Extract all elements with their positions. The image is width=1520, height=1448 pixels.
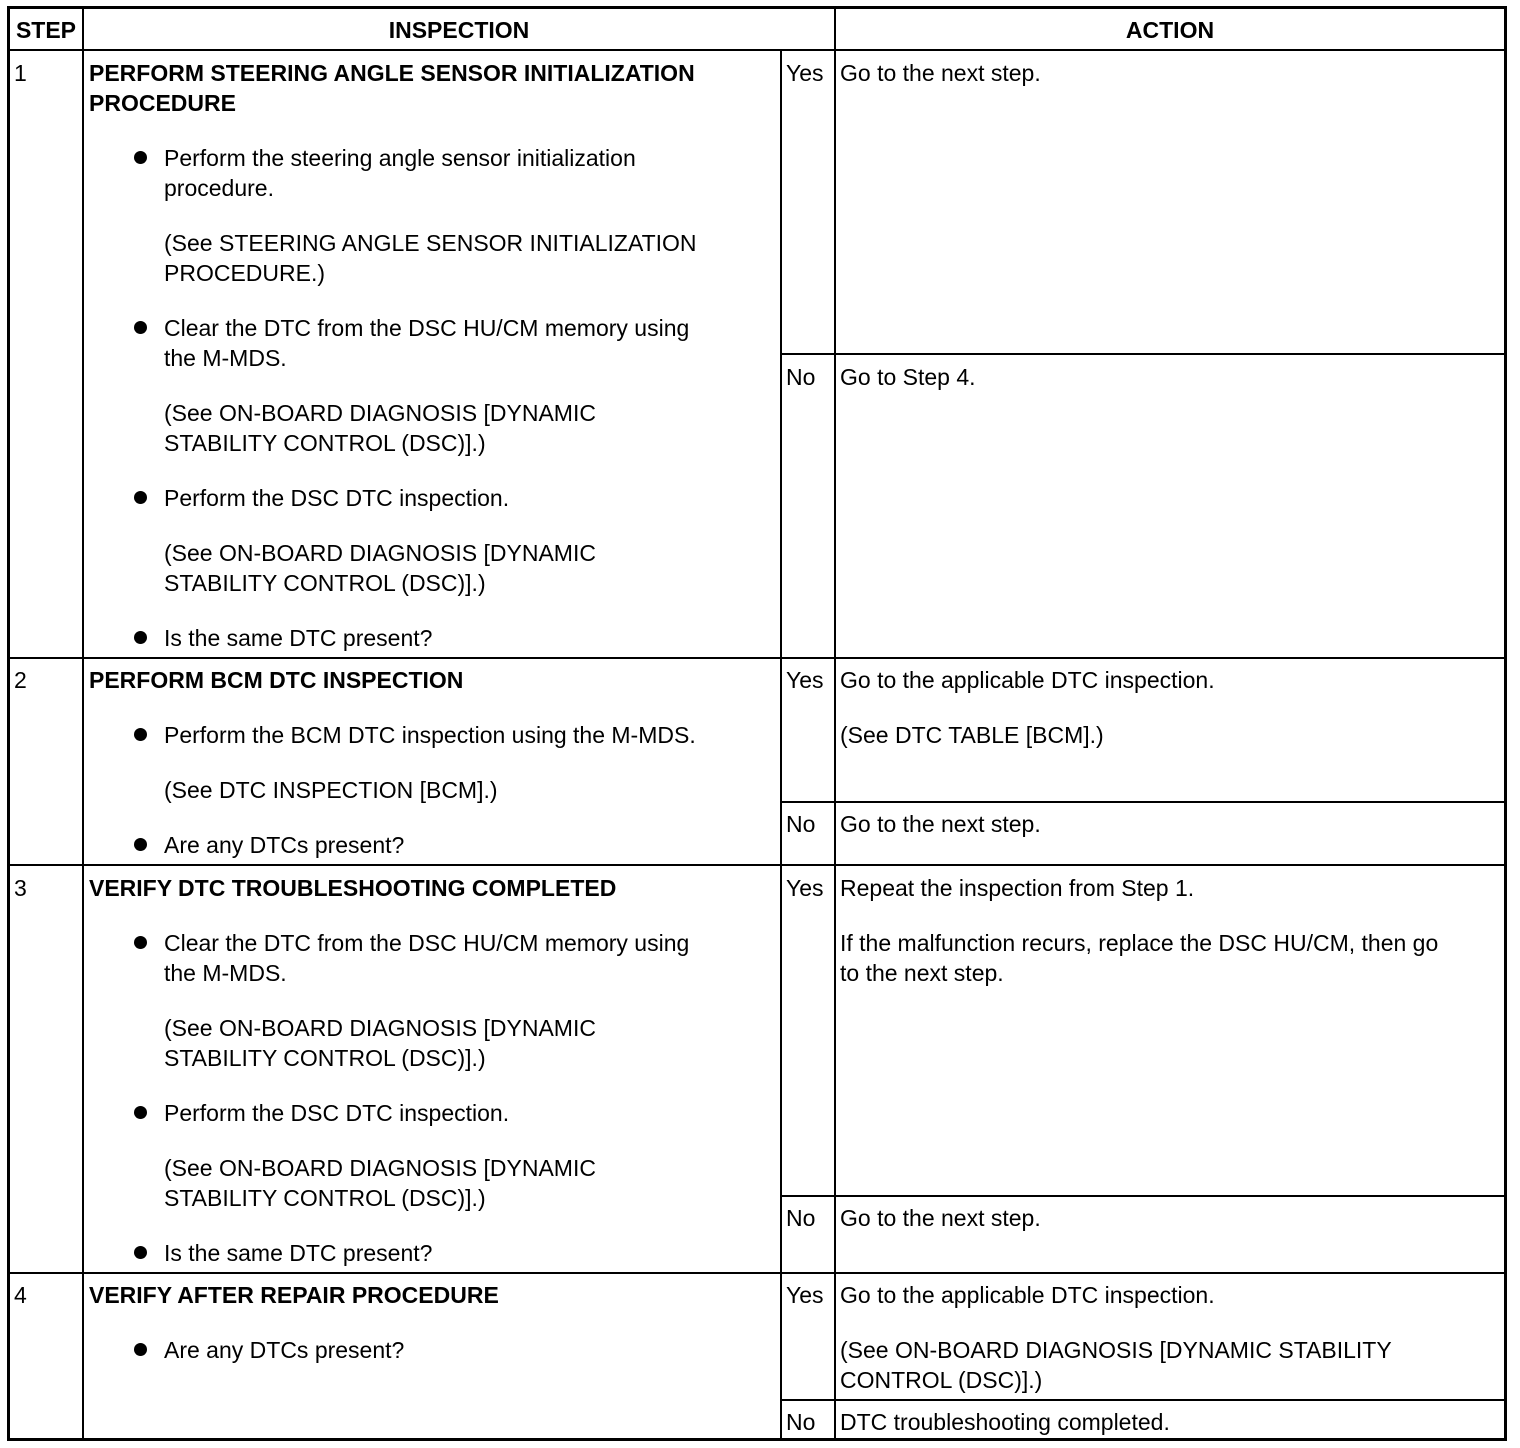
no-action: Go to the next step.	[840, 811, 1041, 837]
yes-action: Go to the applicable DTC inspection.	[840, 1282, 1215, 1308]
reference-text: (See ON-BOARD DIAGNOSIS [DYNAMIC	[164, 540, 596, 566]
no-label: No	[786, 364, 816, 390]
bullet-text: procedure.	[164, 175, 274, 201]
bullet-text: Clear the DTC from the DSC HU/CM memory using	[164, 930, 690, 956]
step-title: VERIFY DTC TROUBLESHOOTING COMPLETED	[89, 875, 617, 901]
reference-text: STABILITY CONTROL (DSC)].)	[164, 1045, 486, 1071]
bullet-icon	[134, 838, 147, 851]
troubleshooting-table	[7, 6, 1507, 1441]
reference-text: (See DTC INSPECTION [BCM].)	[164, 777, 498, 803]
bullet-icon	[134, 1246, 147, 1259]
bullet-icon	[134, 1343, 147, 1356]
step-title: PROCEDURE	[89, 90, 236, 116]
bullet-icon	[134, 1106, 147, 1119]
divider-step3	[10, 1272, 1504, 1274]
yes-action: Repeat the inspection from Step 1.	[840, 875, 1195, 901]
yes-action: Go to the next step.	[840, 60, 1041, 86]
yes-action: Go to the applicable DTC inspection.	[840, 667, 1215, 693]
reference-text: (See ON-BOARD DIAGNOSIS [DYNAMIC	[164, 1015, 596, 1041]
divider-header	[10, 49, 1504, 51]
bullet-text: Perform the BCM DTC inspection using the M-MDS.	[164, 722, 696, 748]
reference-text: (See ON-BOARD DIAGNOSIS [DYNAMIC	[164, 1155, 596, 1181]
header-inspection: INSPECTION	[388, 17, 530, 43]
bullet-icon	[134, 728, 147, 741]
bullet-text: Is the same DTC present?	[164, 625, 433, 651]
yes-action: to the next step.	[840, 960, 1004, 986]
bullet-text: Perform the DSC DTC inspection.	[164, 1100, 510, 1126]
yes-label: Yes	[786, 60, 824, 86]
step-number: 3	[14, 875, 27, 901]
reference-text: (See ON-BOARD DIAGNOSIS [DYNAMIC	[164, 400, 596, 426]
no-label: No	[786, 811, 816, 837]
bullet-icon	[134, 491, 147, 504]
divider-step3-yesno	[780, 1195, 1504, 1197]
reference-text: STABILITY CONTROL (DSC)].)	[164, 570, 486, 596]
reference-text: (See STEERING ANGLE SENSOR INITIALIZATION	[164, 230, 697, 256]
yes-action: (See ON-BOARD DIAGNOSIS [DYNAMIC STABILITY	[840, 1337, 1392, 1363]
bullet-icon	[134, 151, 147, 164]
bullet-text: Are any DTCs present?	[164, 832, 405, 858]
bullet-text: Is the same DTC present?	[164, 1240, 433, 1266]
divider-yesno-col	[780, 49, 782, 1438]
bullet-icon	[134, 321, 147, 334]
yes-action: If the malfunction recurs, replace the DSC HU/CM, then go	[840, 930, 1439, 956]
step-number: 2	[14, 667, 27, 693]
step-number: 4	[14, 1282, 27, 1308]
yes-action: (See DTC TABLE [BCM].)	[840, 722, 1104, 748]
step-title: PERFORM BCM DTC INSPECTION	[89, 667, 464, 693]
bullet-icon	[134, 631, 147, 644]
yes-action: CONTROL (DSC)].)	[840, 1367, 1043, 1393]
bullet-icon	[134, 936, 147, 949]
yes-label: Yes	[786, 667, 824, 693]
bullet-text: Perform the steering angle sensor initialization	[164, 145, 636, 171]
divider-step1-yesno	[780, 353, 1504, 355]
divider-step4-yesno	[780, 1399, 1504, 1401]
divider-step1	[10, 657, 1504, 659]
divider-action-col	[834, 9, 836, 1438]
yes-label: Yes	[786, 875, 824, 901]
header-action: ACTION	[1125, 17, 1215, 43]
divider-step2	[10, 864, 1504, 866]
bullet-text: Are any DTCs present?	[164, 1337, 405, 1363]
bullet-text: Clear the DTC from the DSC HU/CM memory using	[164, 315, 690, 341]
bullet-text: the M-MDS.	[164, 960, 287, 986]
divider-step2-yesno	[780, 801, 1504, 803]
no-label: No	[786, 1409, 816, 1435]
no-action: Go to Step 4.	[840, 364, 976, 390]
reference-text: STABILITY CONTROL (DSC)].)	[164, 1185, 486, 1211]
step-title: VERIFY AFTER REPAIR PROCEDURE	[89, 1282, 499, 1308]
yes-label: Yes	[786, 1282, 824, 1308]
header-step: STEP	[15, 17, 77, 43]
no-action: DTC troubleshooting completed.	[840, 1409, 1170, 1435]
reference-text: PROCEDURE.)	[164, 260, 326, 286]
divider-step-col	[82, 9, 84, 1438]
no-label: No	[786, 1205, 816, 1231]
reference-text: STABILITY CONTROL (DSC)].)	[164, 430, 486, 456]
no-action: Go to the next step.	[840, 1205, 1041, 1231]
bullet-text: the M-MDS.	[164, 345, 287, 371]
bullet-text: Perform the DSC DTC inspection.	[164, 485, 510, 511]
step-number: 1	[14, 60, 27, 86]
step-title: PERFORM STEERING ANGLE SENSOR INITIALIZATION	[89, 60, 695, 86]
